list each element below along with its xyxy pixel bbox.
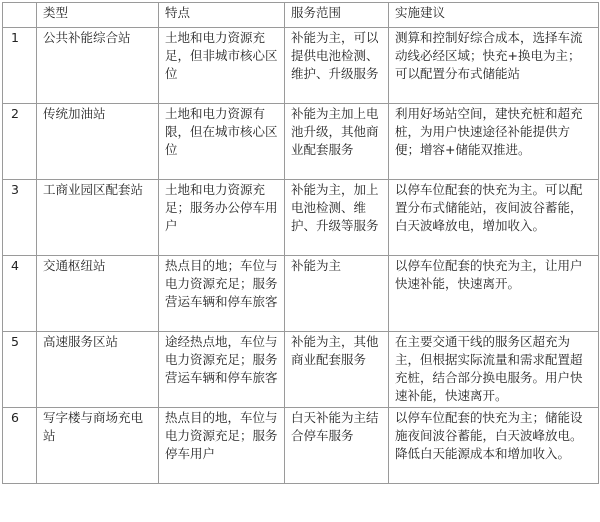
row-feature: 热点目的地，车位与电力资源充足；服务停车用户 [159, 408, 285, 484]
row-type: 工商业园区配套站 [37, 180, 159, 256]
row-scope: 补能为主，其他商业配套服务 [285, 332, 389, 408]
row-advice: 以停车位配套的快充为主；储能设施夜间波谷蓄能，白天波峰放电。降低白天能源成本和增加收入。 [389, 408, 599, 484]
row-number: 1 [3, 28, 37, 104]
row-advice: 测算和控制好综合成本，选择车流动线必经区域；快充+换电为主；可以配置分布式储能站 [389, 28, 599, 104]
row-type: 公共补能综合站 [37, 28, 159, 104]
header-scope: 服务范围 [285, 3, 389, 28]
row-feature: 途经热点地，车位与电力资源充足；服务营运车辆和停车旅客 [159, 332, 285, 408]
row-scope: 补能为主加上电池升级，其他商业配套服务 [285, 104, 389, 180]
row-number: 5 [3, 332, 37, 408]
table-row [3, 408, 599, 484]
row-advice: 以停车位配套的快充为主，让用户快速补能，快速离开。 [389, 256, 599, 332]
row-number: 4 [3, 256, 37, 332]
table-row [3, 180, 599, 256]
row-feature: 土地和电力资源充足，但非城市核心区位 [159, 28, 285, 104]
row-number: 6 [3, 408, 37, 484]
row-type: 写字楼与商场充电站 [37, 408, 159, 484]
row-feature: 土地和电力资源有限，但在城市核心区位 [159, 104, 285, 180]
row-advice: 以停车位配套的快充为主。可以配置分布式储能站，夜间波谷蓄能，白天波峰放电，增加收入。 [389, 180, 599, 256]
table-header-row [3, 3, 599, 28]
row-scope: 白天补能为主结合停车服务 [285, 408, 389, 484]
header-type: 类型 [37, 3, 159, 28]
row-scope: 补能为主，可以提供电池检测、维护、升级服务 [285, 28, 389, 104]
row-type: 交通枢纽站 [37, 256, 159, 332]
row-scope: 补能为主 [285, 256, 389, 332]
table-row [3, 28, 599, 104]
charging-station-table [2, 2, 599, 484]
row-feature: 热点目的地；车位与电力资源充足；服务营运车辆和停车旅客 [159, 256, 285, 332]
header-feature: 特点 [159, 3, 285, 28]
row-feature: 土地和电力资源充足；服务办公停车用户 [159, 180, 285, 256]
row-advice: 利用好场站空间，建快充桩和超充桩，为用户快速途径补能提供方便；增容+储能双推进。 [389, 104, 599, 180]
row-scope: 补能为主，加上电池检测、维护、升级等服务 [285, 180, 389, 256]
row-number: 2 [3, 104, 37, 180]
row-number: 3 [3, 180, 37, 256]
header-number [3, 3, 37, 28]
row-advice: 在主要交通干线的服务区超充为主，但根据实际流量和需求配置超充桩，结合部分换电服务。用户快速补能，快速离开。 [389, 332, 599, 408]
row-type: 高速服务区站 [37, 332, 159, 408]
header-advice: 实施建议 [389, 3, 599, 28]
row-type: 传统加油站 [37, 104, 159, 180]
table-row [3, 104, 599, 180]
table-row [3, 332, 599, 408]
table-row [3, 256, 599, 332]
